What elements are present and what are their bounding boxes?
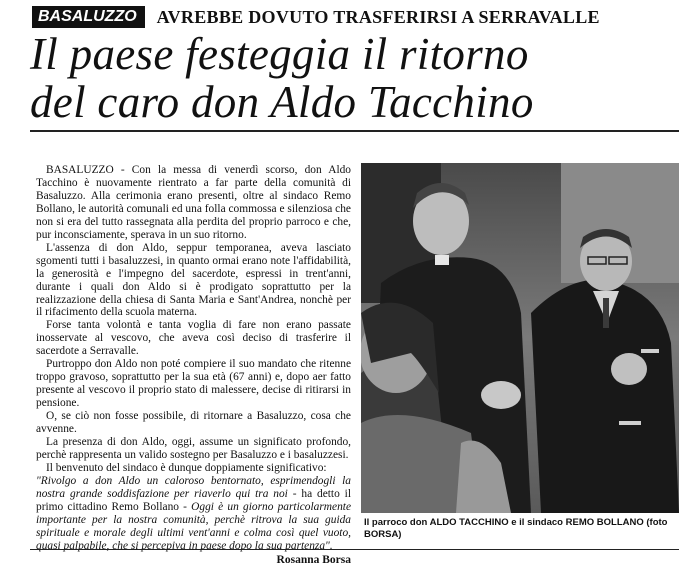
kicker-text: AVREBBE DOVUTO TRASFERIRSI A SERRAVALLE <box>156 7 600 27</box>
headline-rule <box>30 130 679 132</box>
photo-illustration <box>361 163 679 513</box>
paragraph-7 <box>36 462 351 553</box>
headline-line-2: del caro don Aldo Tacchino <box>30 77 534 127</box>
paragraph-2: L'assenza di don Aldo, seppur temporanea, aveva lasciato sgomenti tutti i basaluzzesi, in quanto ormai erano note l'affidabilità, la generosità e l'impegno del sacerdote, espressi in trent'anni, durante i quali don Aldo si è prodigato soprattutto per la realizzazione della chiesa di Santa Maria e Sant'Andrea, nonchè per il rifacimento della scuola materna. <box>36 241 351 319</box>
article-photo <box>361 163 679 513</box>
paragraph-4: Purtroppo don Aldo non poté compiere il suo mandato che ritenne troppo gravoso, soprattutto per la sua età (67 anni) e, dopo aer fatto presente al vescovo il proprio stato di malessere, decise di ritirarsi in pensione. <box>36 358 351 410</box>
headline <box>30 30 680 126</box>
bottom-rule <box>30 549 679 550</box>
section-tag: BASALUZZO <box>32 6 145 28</box>
paragraph-1: BASALUZZO - Con la messa di venerdì scorso, don Aldo Tacchino è nuovamente rientrato a far parte della comunità di Basaluzzo. Alla cerimonia erano presenti, oltre al sindaco Remo Bollano, le autorità comunali ed una folla commossa e silenziosa che non si era del tutto rassegnata alla perdita del proprio parroco e che, pur inconsciamente, sperava in un suo ritorno. <box>36 164 351 241</box>
headline-line-1: Il paese festeggia il ritorno <box>30 29 529 79</box>
quote-part-a: "Rivolgo a don Aldo un caloroso bentornato, esprimendogli la nostra grande soddisfazione per riaverlo qui tra noi <box>36 474 351 500</box>
quote-part-b: Oggi è un giorno particolarmente importante per la nostra comunità, perchè ritrova la sua guida spirituale e morale degli ultimi vent'anni e colma così quel vuoto, quasi palpabile, che si percepiva in paese dopo la sua partenza". <box>36 500 351 552</box>
paragraph-6: La presenza di don Aldo, oggi, assume un significato profondo, perchè rappresenta un valido sostegno per Basaluzzo e i basaluzzesi. <box>36 436 351 461</box>
paragraph-3: Forse tanta volontà e tanta voglia di fare non erano passate inosservate al vescovo, che aveva così deciso di trasferire il sacerdote a Serravalle. <box>36 319 351 358</box>
byline: Rosanna Borsa <box>276 553 351 566</box>
kicker-row <box>32 6 600 28</box>
photo-caption: Il parroco don ALDO TACCHINO e il sindaco REMO BOLLANO (foto BORSA) <box>364 517 668 540</box>
paragraph-5: O, se ciò non fosse possibile, di ritornare a Basaluzzo, cosa che avvenne. <box>36 410 351 436</box>
quote-intro: Il benvenuto del sindaco è dunque doppiamente significativo: <box>46 461 327 474</box>
article-body <box>36 164 351 567</box>
quote-attribution: - ha detto il primo cittadino Remo Bollano - <box>36 487 352 513</box>
